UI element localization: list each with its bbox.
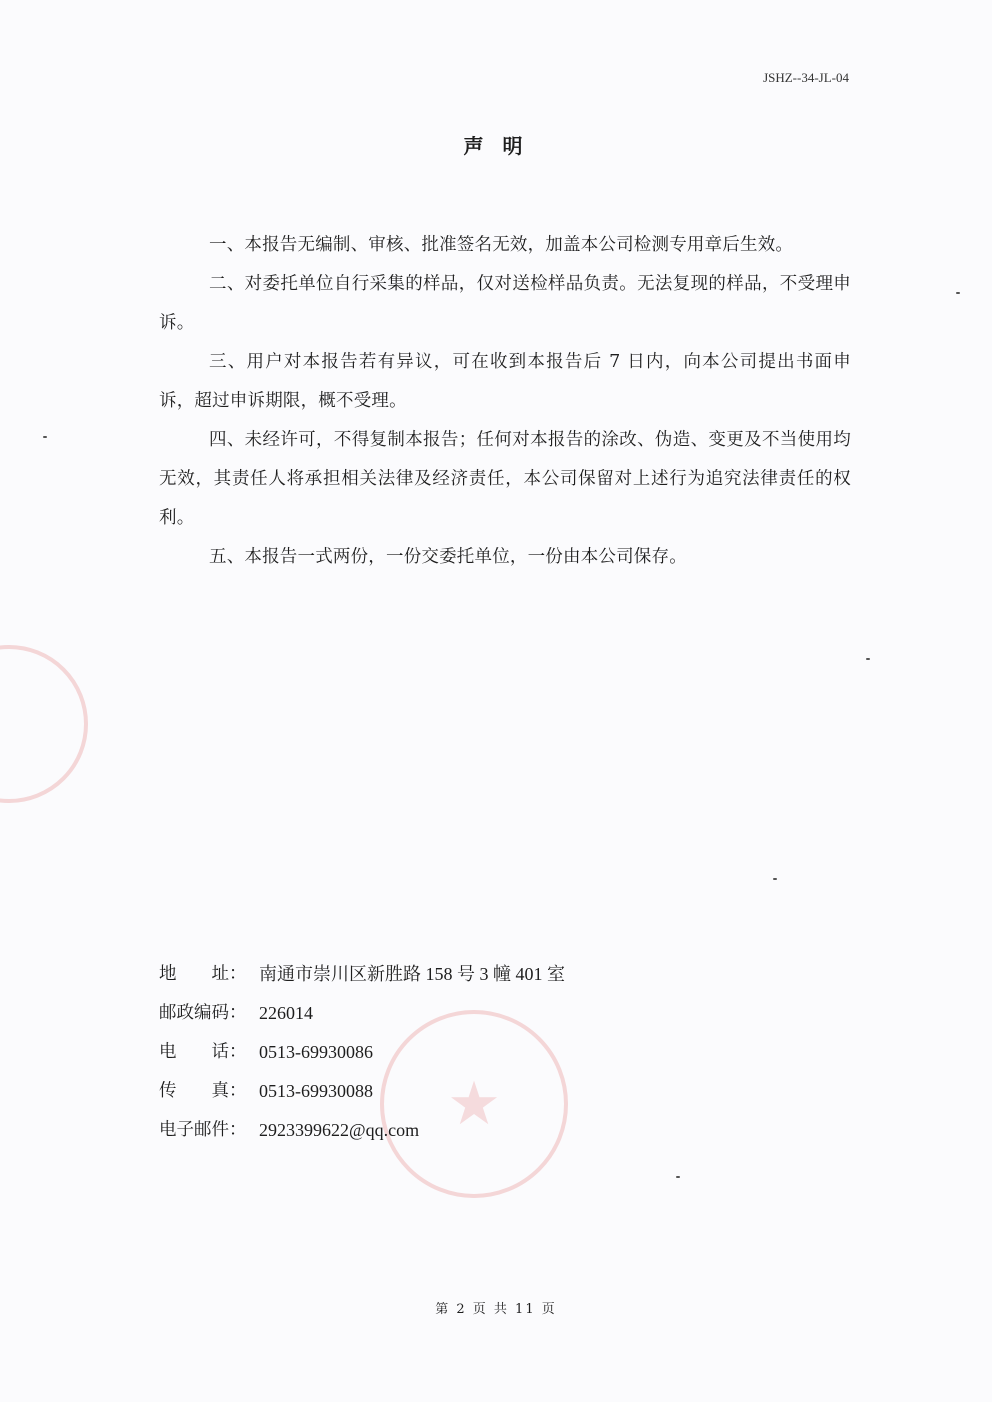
contact-label: 地 址： bbox=[159, 964, 247, 984]
contact-value: 0513-69930086 bbox=[259, 1042, 373, 1062]
contact-info bbox=[159, 955, 719, 1150]
contact-email bbox=[159, 1111, 719, 1150]
scan-speck bbox=[43, 436, 47, 438]
official-seal-left bbox=[0, 645, 88, 803]
contact-label: 传 真： bbox=[159, 1081, 247, 1101]
page-title: 声 明 bbox=[463, 134, 529, 158]
contact-label: 电子邮件： bbox=[159, 1120, 247, 1140]
clause-5: 五、本报告一式两份，一份交委托单位，一份由本公司保存。 bbox=[209, 547, 687, 567]
contact-fax bbox=[159, 1072, 719, 1111]
scan-speck bbox=[773, 878, 777, 880]
scan-speck bbox=[866, 658, 870, 660]
clause-1: 一、本报告无编制、审核、批准签名无效，加盖本公司检测专用章后生效。 bbox=[209, 235, 794, 255]
clause-2: 二、对委托单位自行采集的样品，仅对送检样品负责。无法复现的样品，不受理申诉。 bbox=[159, 274, 851, 333]
contact-address bbox=[159, 955, 719, 994]
contact-label: 邮政编码： bbox=[159, 1003, 247, 1023]
clause-3: 三、用户对本报告若有异议，可在收到本报告后 7 日内，向本公司提出书面申诉，超过申诉期限，概不受理。 bbox=[159, 352, 851, 411]
clause-4: 四、未经许可，不得复制本报告；任何对本报告的涂改、伪造、变更及不当使用均无效，其责任人将承担相关法律及经济责任，本公司保留对上述行为追究法律责任的权利。 bbox=[159, 430, 851, 528]
contact-postcode bbox=[159, 994, 719, 1033]
contact-value: 226014 bbox=[259, 1003, 313, 1023]
document-code: JSHZ--34-JL-04 bbox=[763, 70, 849, 85]
contact-value: 0513-69930088 bbox=[259, 1081, 373, 1101]
declaration-clauses bbox=[159, 226, 851, 577]
scan-speck bbox=[676, 1176, 680, 1178]
contact-phone bbox=[159, 1033, 719, 1072]
seal-star-icon: ★ bbox=[447, 1069, 501, 1139]
page-number: 第 2 页 共 11 页 bbox=[435, 1302, 557, 1317]
scan-speck bbox=[956, 292, 960, 294]
contact-label: 电 话： bbox=[159, 1042, 247, 1062]
contact-value: 南通市崇川区新胜路 158 号 3 幢 401 室 bbox=[259, 964, 565, 984]
contact-value: 2923399622@qq.com bbox=[259, 1120, 420, 1140]
